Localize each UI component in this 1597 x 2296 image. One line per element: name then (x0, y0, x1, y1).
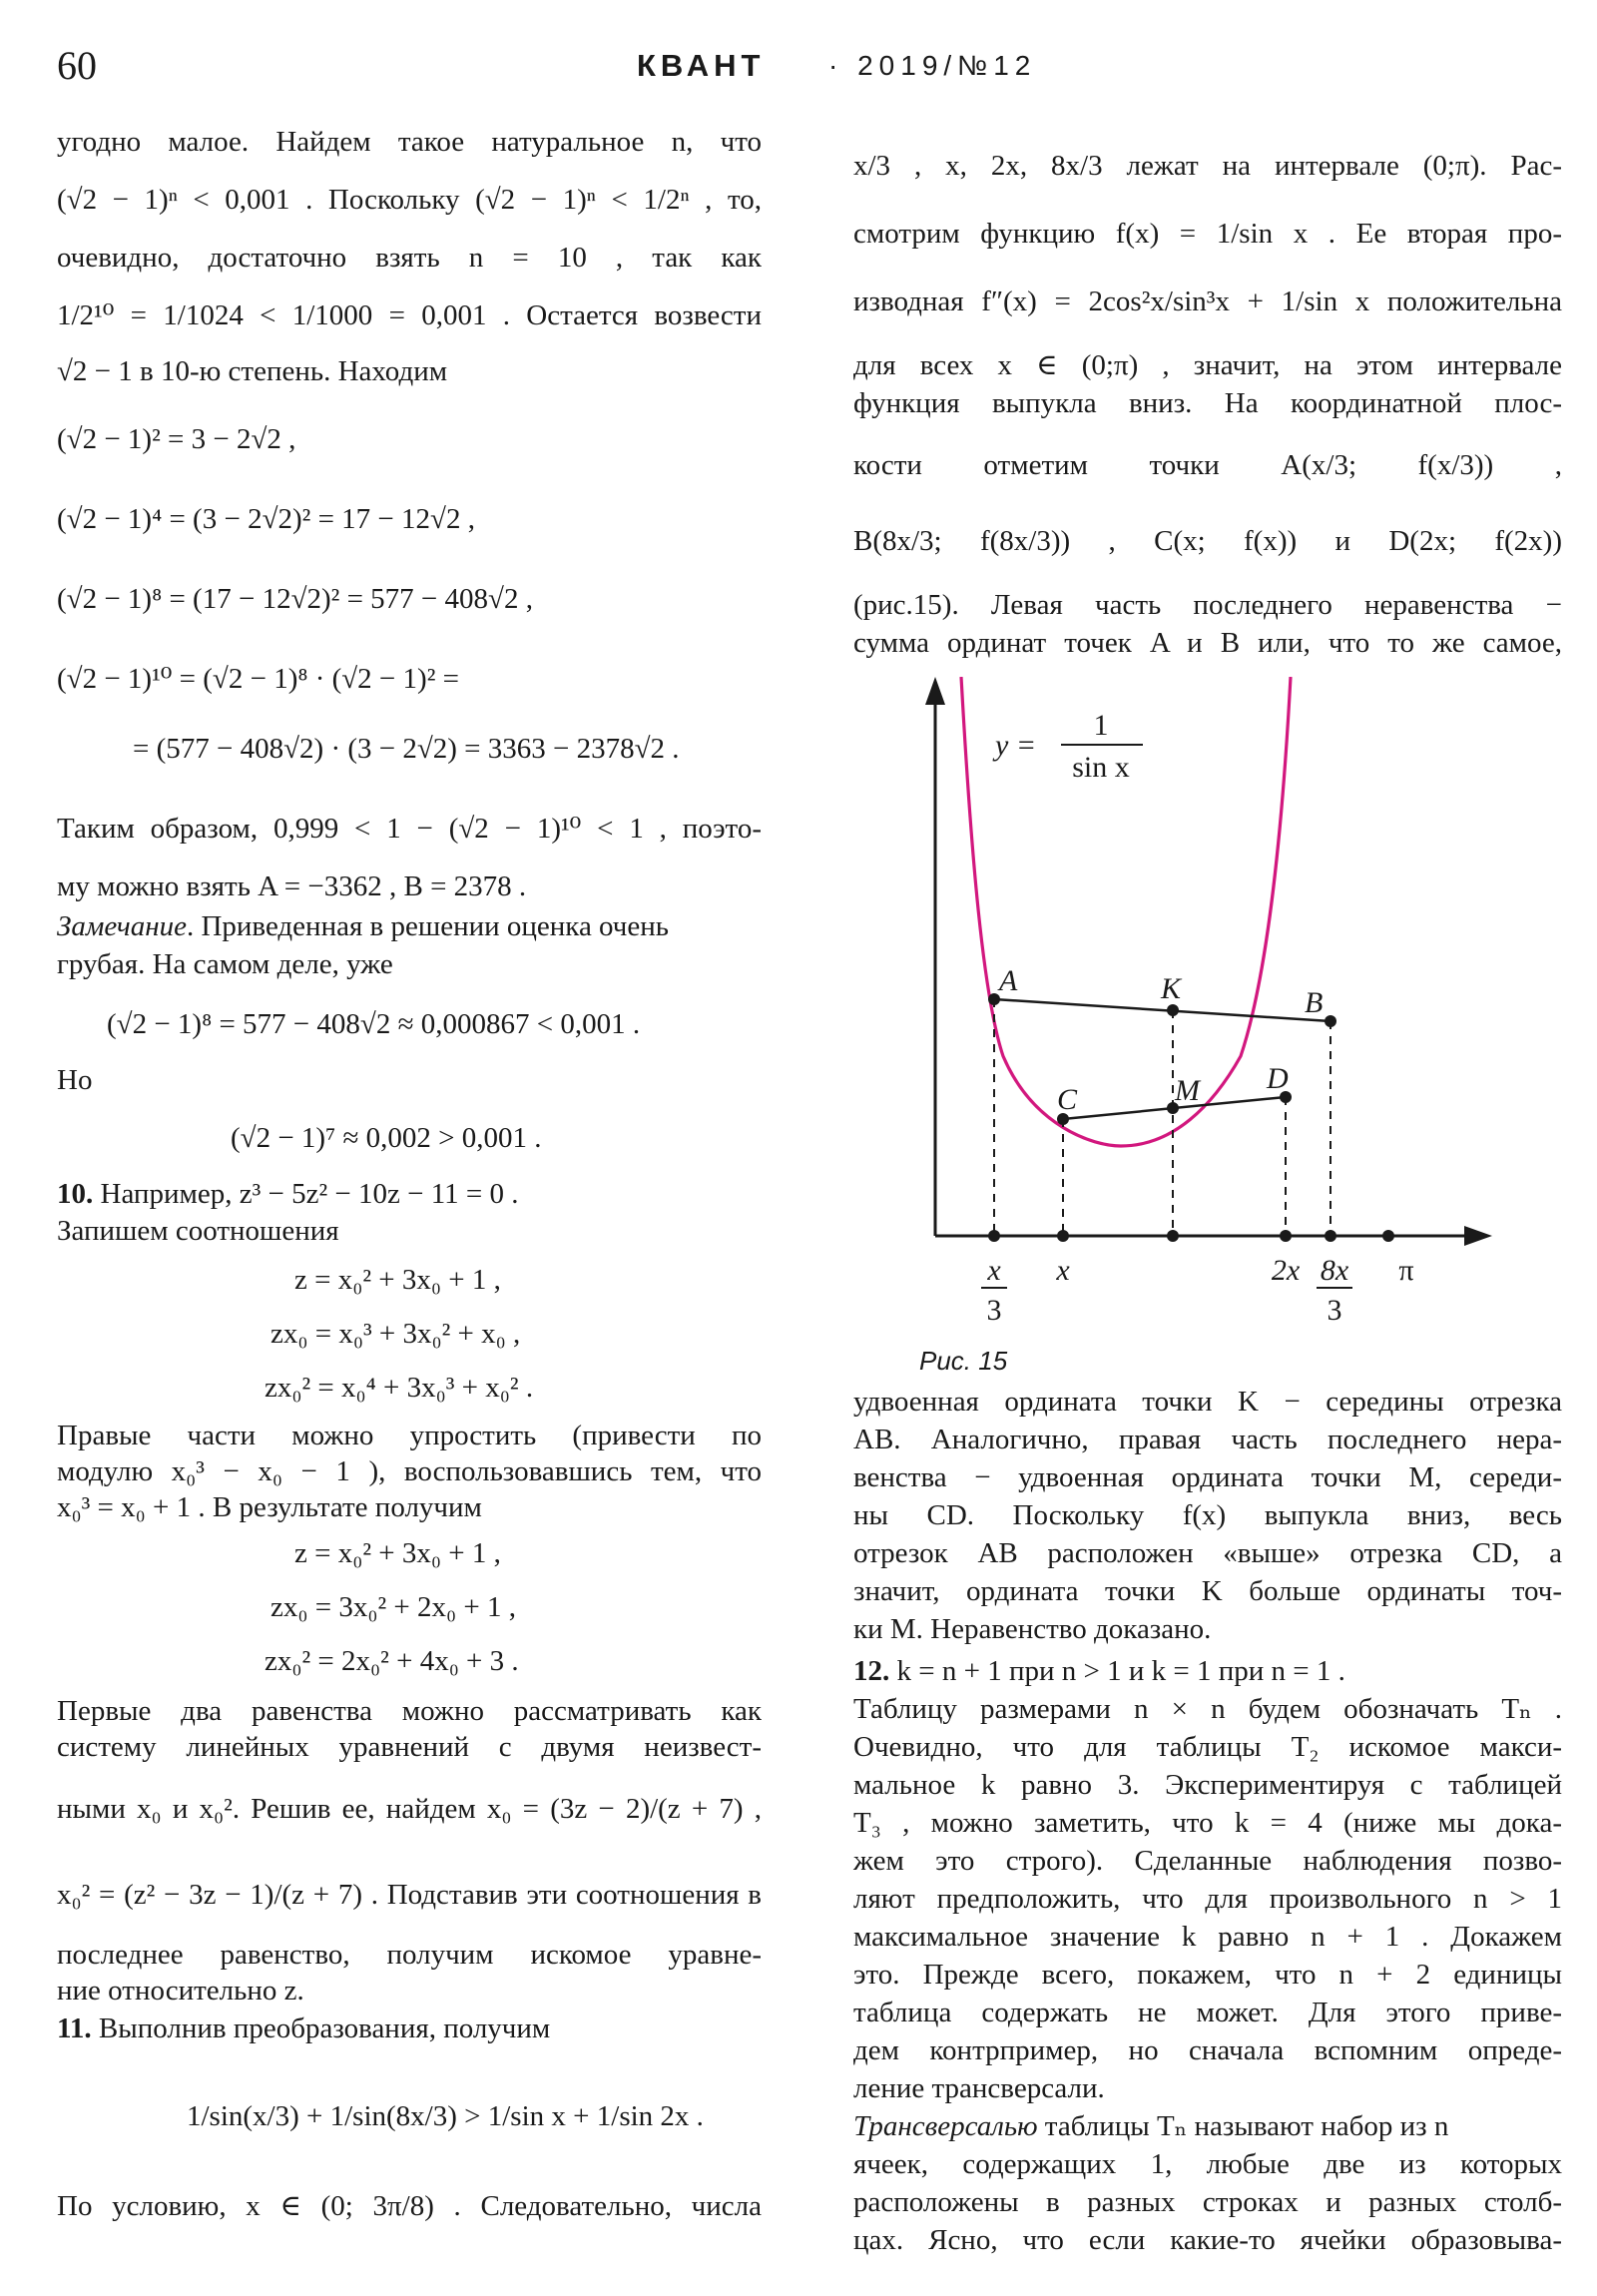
text-line: Очевидно, что для таблицы T₂ искомое макси- (853, 1731, 1562, 1763)
text-line: кости отметим точки A(x/3; f(x/3)) , (853, 449, 1562, 481)
text-line: максимальное значение k равно n + 1 . Докажем (853, 1921, 1562, 1953)
text-line: Первые два равенства можно рассматривать как (57, 1695, 762, 1727)
text-line: √2 − 1 в 10-ю степень. Находим (57, 355, 448, 387)
tick-x (1057, 1230, 1069, 1242)
text-line: Таблицу размерами n × n будем обозначать Tₙ . (853, 1693, 1562, 1725)
problem-text: Выполнив преобразования, получим (91, 2012, 551, 2044)
math-line: 1/sin(x/3) + 1/sin(8x/3) > 1/sin x + 1/sin 2x . (187, 2100, 704, 2132)
text-line: грубая. На самом деле, уже (57, 948, 393, 980)
tick-x3 (988, 1230, 1000, 1242)
text-line: му можно взять A = −3362 , B = 2378 . (57, 870, 527, 902)
text-line: это. Прежде всего, покажем, что n + 2 единицы (853, 1959, 1562, 1991)
label-M: M (1175, 1074, 1200, 1107)
label-A: A (999, 964, 1018, 997)
text-line: x/3 , x, 2x, 8x/3 лежат на интервале (0;π). Рас- (853, 150, 1562, 182)
text-line: (рис.15). Левая часть последнего неравенства − (853, 589, 1562, 621)
text-line: очевидно, достаточно взять n = 10 , так как (57, 242, 762, 274)
xlabel-2x: 2x (1271, 1254, 1301, 1287)
journal-issue: · 2019/№12 (828, 50, 1037, 81)
text-line (853, 1653, 1345, 1690)
label-C: C (1057, 1083, 1078, 1116)
text-line: удвоенная ордината точки K − середины отрезка (853, 1386, 1562, 1418)
tick-pi (1382, 1230, 1394, 1242)
text-line: ячеек, содержащих 1, любые две из которых (853, 2148, 1562, 2180)
remark-text: . Приведенная в решении оценка очень (186, 910, 670, 942)
text-line: отрезок AB расположен «выше» отрезка CD, а (853, 1537, 1562, 1569)
text-line: По условию, x ∈ (0; 3π/8) . Следовательно, числа (57, 2190, 762, 2222)
text-line: ние относительно z. (57, 1975, 304, 2007)
xlabel-x: x (1056, 1254, 1070, 1287)
text-line: систему линейных уравнений с двумя неизвест- (57, 1731, 762, 1763)
math-line: zx₀ = x₀³ + 3x₀² + x₀ , (270, 1318, 521, 1350)
tick-8x3 (1325, 1230, 1336, 1242)
text-line: Таким образом, 0,999 < 1 − (√2 − 1)¹⁰ < 1 , поэто- (57, 813, 762, 845)
text-line: (√2 − 1)ⁿ < 0,001 . Поскольку (√2 − 1)ⁿ < 1/2ⁿ , то, (57, 184, 762, 216)
text-line: ки M. Неравенство доказано. (853, 1613, 1212, 1645)
journal-title: КВАНТ (637, 48, 766, 83)
x-axis-arrow (1464, 1226, 1492, 1246)
text-line: смотрим функцию f(x) = 1/sin x . Ее вторая про- (853, 218, 1562, 250)
term-text: таблицы Tₙ называют набор из n (1037, 2110, 1449, 2142)
text-line: угодно малое. Найдем такое натуральное n, что (57, 126, 762, 158)
math-line: z = x₀² + 3x₀ + 1 , (294, 1264, 501, 1296)
text-line: T₃ , можно заметить, что k = 4 (ниже мы дока- (853, 1807, 1562, 1839)
xlabel-8x3-den: 3 (1327, 1294, 1342, 1327)
text-line: B(8x/3; f(8x/3)) , C(x; f(x)) и D(2x; f(2x)) (853, 525, 1562, 557)
figure-convex-function (853, 677, 1562, 1475)
text-line: ными x₀ и x₀². Решив ее, найдем x₀ = (3z − 2)/(z + 7) , (57, 1793, 762, 1825)
text-line: модулю x₀³ − x₀ − 1 ), воспользовавшись тем, что (57, 1455, 762, 1487)
term-transversal: Трансверсалью (853, 2110, 1038, 2142)
text-line: расположены в разных строках и разных столб- (853, 2186, 1562, 2218)
text-line: функция выпукла вниз. На координатной плос- (853, 387, 1562, 419)
text-line (853, 2108, 1448, 2145)
text-line (57, 2010, 550, 2047)
math-line: zx₀ = 3x₀² + 2x₀ + 1 , (270, 1591, 516, 1623)
math-line: = (577 − 408√2) · (3 − 2√2) = 3363 − 2378√2 . (133, 733, 680, 765)
page-number: 60 (57, 43, 97, 88)
math-line: (√2 − 1)⁸ = 577 − 408√2 ≈ 0,000867 < 0,001 . (107, 1008, 641, 1040)
text-line: AB. Аналогично, правая часть последнего нера- (853, 1424, 1562, 1455)
remark-label: Замечание (57, 910, 187, 942)
text-line: ление трансверсали. (853, 2072, 1105, 2104)
xlabel-x3-den: 3 (986, 1294, 1002, 1327)
text-line: Запишем соотношения (57, 1215, 339, 1247)
y-axis-arrow (925, 677, 945, 705)
problem-number: 10. (57, 1178, 94, 1210)
text-line: ны CD. Поскольку f(x) выпукла вниз, весь (853, 1499, 1562, 1531)
xlabel-8x3-num: 8x (1320, 1254, 1349, 1287)
point-K (1167, 1004, 1179, 1016)
text-line: изводная f″(x) = 2cos²x/sin³x + 1/sin x положительна (853, 286, 1562, 317)
point-B (1325, 1015, 1336, 1027)
tick-2x (1280, 1230, 1292, 1242)
problem-text: Например, z³ − 5z² − 10z − 11 = 0 . (93, 1178, 519, 1210)
math-line: (√2 − 1)⁷ ≈ 0,002 > 0,001 . (231, 1122, 542, 1154)
xlabel-x3-num: x (987, 1254, 1001, 1287)
math-line: z = x₀² + 3x₀ + 1 , (294, 1537, 501, 1569)
text-line: x₀² = (z² − 3z − 1)/(z + 7) . Подставив эти соотношения в (57, 1879, 762, 1911)
text-line: венства − удвоенная ордината точки M, середи- (853, 1461, 1562, 1493)
function-label-den: sin x (1072, 751, 1130, 784)
text-line: таблица содержать не может. Для этого приве- (853, 1997, 1562, 2028)
label-D: D (1267, 1062, 1289, 1095)
text-line: значит, ордината точки K больше ординаты точ- (853, 1575, 1562, 1607)
tick-mid (1167, 1230, 1179, 1242)
text-line: Правые части можно упростить (привести по (57, 1420, 762, 1451)
math-line: zx₀² = 2x₀² + 4x₀ + 3 . (265, 1645, 519, 1677)
text-line: мальное k равно 3. Экспериментируя с таблицей (853, 1769, 1562, 1801)
function-label-num: 1 (1093, 709, 1109, 742)
text-line: 1/2¹⁰ = 1/1024 < 1/1000 = 0,001 . Остается возвести (57, 299, 762, 331)
text-line: дем контрпример, но сначала вспомним опреде- (853, 2034, 1562, 2066)
text-line: ляют предположить, что для произвольного n > 1 (853, 1883, 1562, 1915)
text-line (57, 1176, 519, 1213)
xlabel-pi: π (1398, 1254, 1414, 1287)
dashed-guides (994, 999, 1331, 1236)
text-line: последнее равенство, получим искомое уравне- (57, 1939, 762, 1971)
math-line: zx₀² = x₀⁴ + 3x₀³ + x₀² . (265, 1372, 534, 1404)
text-line: жем это строго). Сделанные наблюдения позво- (853, 1845, 1562, 1877)
math-line: (√2 − 1)¹⁰ = (√2 − 1)⁸ · (√2 − 1)² = (57, 663, 459, 695)
problem-number: 12. (853, 1655, 890, 1687)
math-line: (√2 − 1)² = 3 − 2√2 , (57, 423, 296, 455)
figure-caption: Рис. 15 (919, 1346, 1008, 1376)
label-K: K (1161, 972, 1182, 1005)
text-line: x₀³ = x₀ + 1 . В результате получим (57, 1491, 482, 1523)
problem-number: 11. (57, 2012, 92, 2044)
problem-text: k = n + 1 при n > 1 и k = 1 при n = 1 . (889, 1655, 1345, 1687)
text-line: сумма ординат точек A и B или, что то же самое, (853, 627, 1562, 659)
text-line: цах. Ясно, что если какие-то ячейки образовыва- (853, 2224, 1562, 2256)
function-label-lhs: y = (995, 729, 1037, 762)
text-line: для всех x ∈ (0;π) , значит, на этом интервале (853, 349, 1562, 381)
math-line: (√2 − 1)⁸ = (17 − 12√2)² = 577 − 408√2 , (57, 583, 533, 615)
text-line: Но (57, 1064, 93, 1096)
text-line (57, 908, 669, 945)
math-line: (√2 − 1)⁴ = (3 − 2√2)² = 17 − 12√2 , (57, 503, 475, 535)
label-B: B (1305, 986, 1324, 1019)
